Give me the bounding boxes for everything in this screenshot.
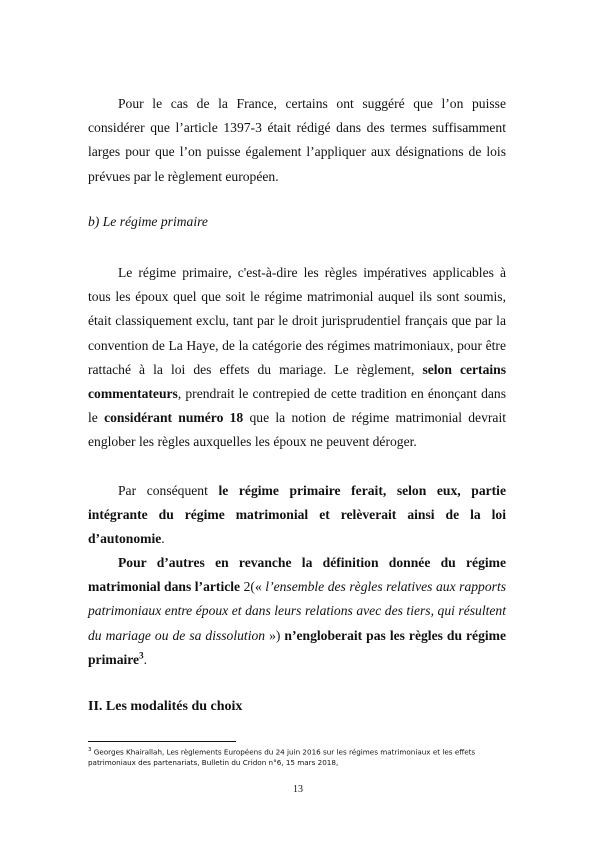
text-run: ») xyxy=(265,627,285,643)
text-run: . xyxy=(161,531,165,547)
footnote-number: 3 xyxy=(88,747,92,753)
text-run: , prendrait le contrepied de cette tradition en énonçant dans le xyxy=(88,386,506,426)
footnote xyxy=(88,745,508,768)
footnote-reference[interactable]: 3 xyxy=(139,650,144,661)
text-run: Par conséquent xyxy=(118,483,219,498)
text-run: Le régime primaire, c'est-à-dire les règles impératives applicables à tous les époux quel que soit le régime matrimonial auquel ils sont soumis, était classiquement exclu, tant par le droit jurisprudentiel français que par la convention de La Haye, de la catégorie des régimes matrimoniaux, pour être rattaché à la loi des effets du mariage. Le règlement, xyxy=(88,265,506,377)
paragraph-france: Pour le cas de la France, certains ont suggéré que l’on puisse considérer que l’article 1397-3 était rédigé dans des termes suffisamment larges pour que l’on puisse également l’appliquer aux désignations de lois prévues par le règlement européen. xyxy=(88,96,506,184)
footnote-separator xyxy=(88,741,236,742)
page-number: 13 xyxy=(293,784,303,795)
bold-run: Pour d’autres en revanche la définition donnée du régime matrimonial dans l’article xyxy=(88,555,506,595)
paragraph-pour-dautres xyxy=(88,551,506,672)
paragraph-regime-primaire xyxy=(88,261,506,455)
italic-quote: l’ensemble des règles relatives aux rapports patrimoniaux entre époux et dans leurs relations avec des tiers, qui résultent du mariage ou de sa dissolution xyxy=(88,579,507,643)
bold-run: considérant numéro 18 xyxy=(104,410,244,426)
text-run: . xyxy=(143,651,147,667)
paragraph-par-consequent xyxy=(88,479,506,552)
bold-run: selon certains commentateurs xyxy=(88,361,506,402)
bold-run: n’engloberait pas les règles du régime primaire xyxy=(88,627,507,667)
section-heading: II. Les modalités du choix xyxy=(88,699,243,714)
bold-run: le régime primaire ferait, selon eux, partie intégrante du régime matrimonial et relèverait ainsi de la loi d’autonomie xyxy=(88,483,506,547)
footnote-text: Georges Khairallah, Les règlements Européens du 24 juin 2016 sur les régimes matrimoniaux et les effets patrimoniaux des partenariats, Bulletin du Cridon n°6, 15 mars 2018, xyxy=(88,747,476,768)
subheading-regime-primaire: b) Le régime primaire xyxy=(88,214,208,229)
text-run: 2(« xyxy=(240,579,266,595)
text-run: que la notion de régime matrimonial devrait englober les règles auxquelles les époux ne peuvent déroger. xyxy=(88,410,506,450)
